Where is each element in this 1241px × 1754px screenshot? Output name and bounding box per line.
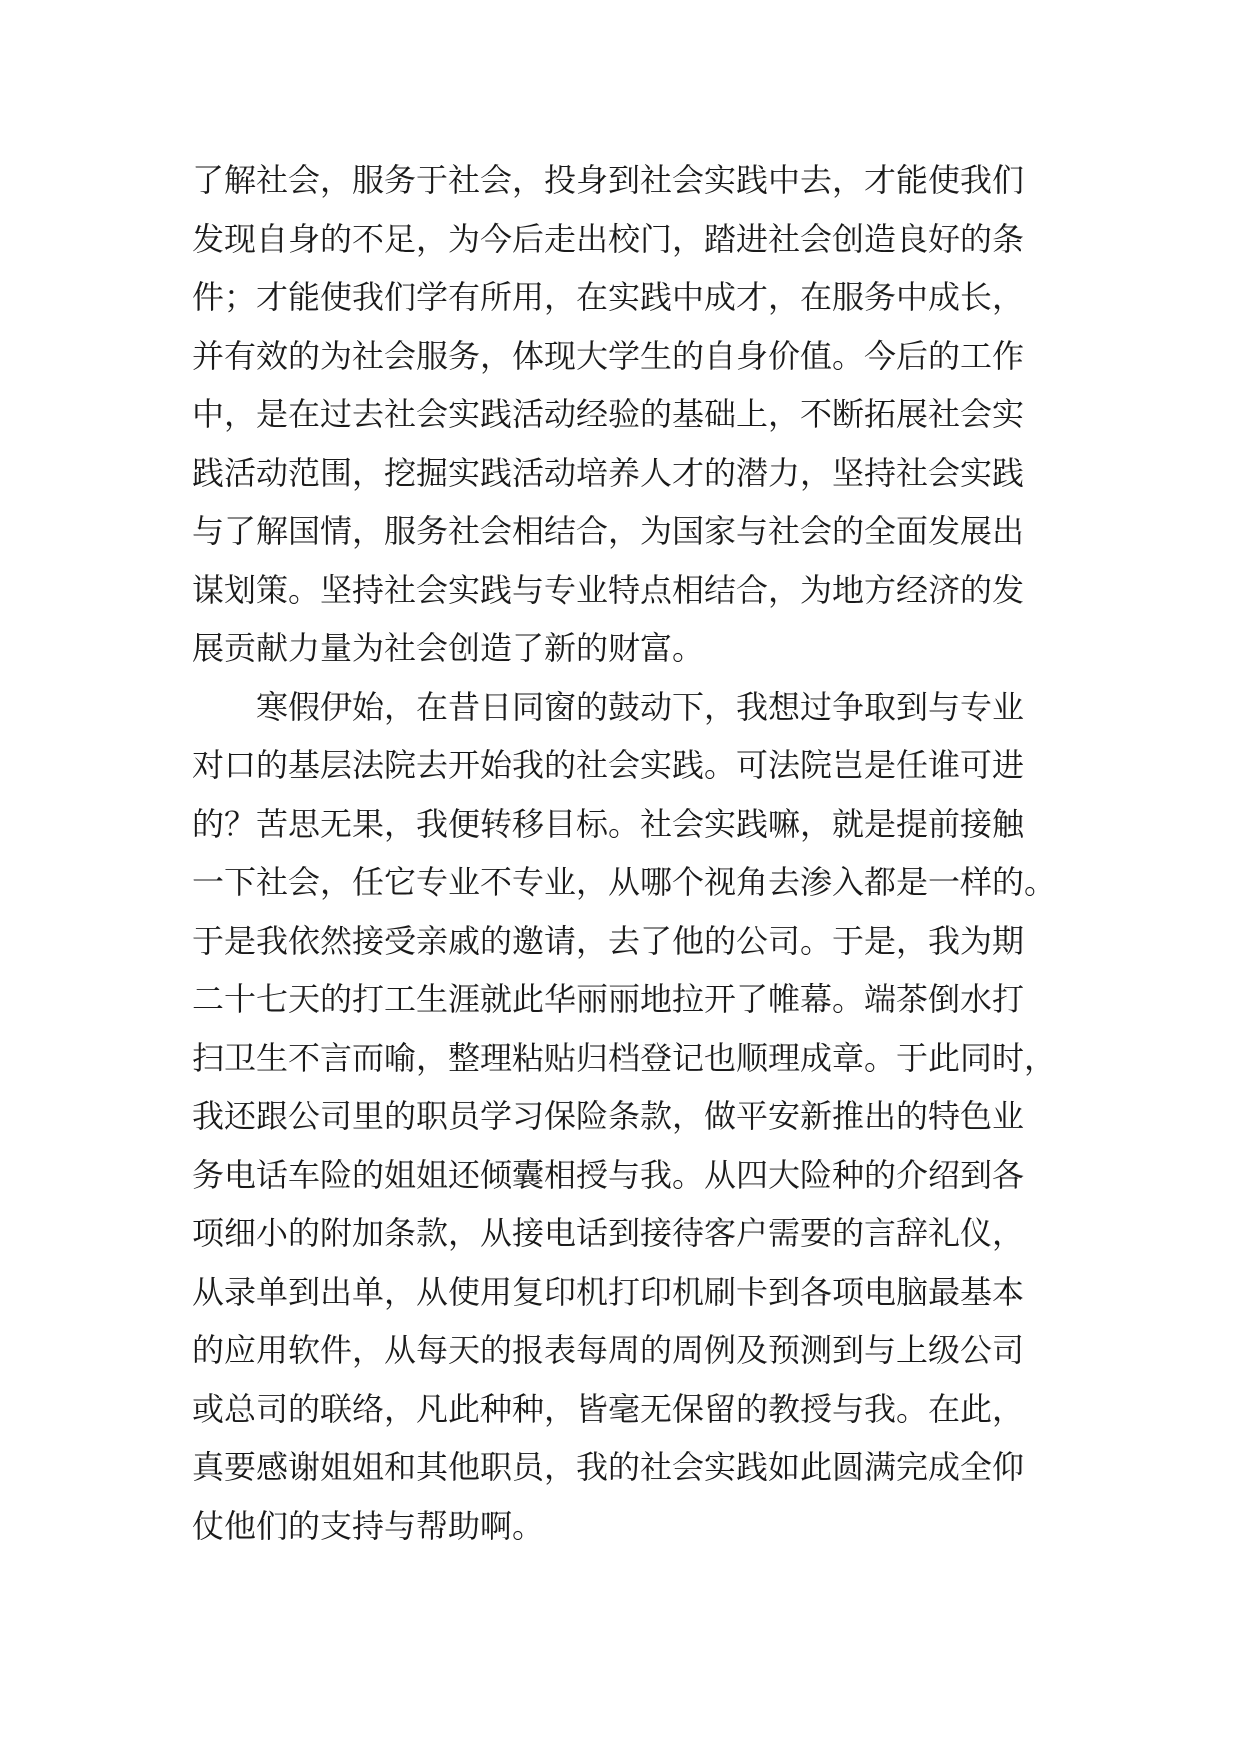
text-line: 发现自身的不足，为今后走出校门，踏进社会创造良好的条: [192, 219, 1025, 258]
text-line: 谋划策。坚持社会实践与专业特点相结合，为地方经济的发: [192, 570, 1025, 609]
text-line: 从录单到出单，从使用复印机打印机刷卡到各项电脑最基本: [192, 1272, 1025, 1311]
text-line: 件；才能使我们学有所用，在实践中成才，在服务中成长，: [192, 278, 1025, 316]
text-line: 中，是在过去社会实践活动经验的基础上，不断拓展社会实: [192, 395, 1025, 433]
text-line: 项细小的附加条款，从接电话到接待客户需要的言辞礼仪，: [192, 1214, 1025, 1252]
text-line: 了解社会，服务于社会，投身到社会实践中去，才能使我们: [192, 161, 1025, 199]
text-line: 真要感谢姐姐和其他职员，我的社会实践如此圆满完成全仰: [192, 1448, 1025, 1486]
paragraph-1: [192, 151, 1062, 678]
text-line: 二十七天的打工生涯就此华丽丽地拉开了帷幕。端茶倒水打: [192, 980, 1025, 1018]
text-line: 寒假伊始，在昔日同窗的鼓动下，我想过争取到与专业: [192, 687, 1025, 726]
text-line: 展贡献力量为社会创造了新的财富。: [192, 629, 705, 667]
text-line: 的应用软件，从每天的报表每周的周例及预测到与上级公司: [192, 1331, 1025, 1369]
body-text: [192, 151, 1062, 1555]
text-line: 于是我依然接受亲戚的邀请，去了他的公司。于是，我为期: [192, 921, 1025, 960]
text-line: 对口的基层法院去开始我的社会实践。可法院岂是任谁可进: [192, 746, 1025, 784]
text-line: 践活动范围，挖掘实践活动培养人才的潜力，坚持社会实践: [192, 453, 1025, 492]
text-line: 的？苦思无果，我便转移目标。社会实践嘛，就是提前接触: [192, 804, 1025, 843]
text-line: 我还跟公司里的职员学习保险条款，做平安新推出的特色业: [192, 1097, 1025, 1135]
text-line: 仗他们的支持与帮助啊。: [192, 1506, 545, 1545]
text-line: 并有效的为社会服务，体现大学生的自身价值。今后的工作: [192, 336, 1025, 375]
text-line: 与了解国情，服务社会相结合，为国家与社会的全面发展出: [192, 512, 1025, 550]
text-line: 扫卫生不言而喻，整理粘贴归档登记也顺理成章。于此同时，: [192, 1038, 1057, 1077]
paragraph-2: [192, 678, 1062, 1556]
text-line: 或总司的联络，凡此种种，皆毫无保留的教授与我。在此，: [192, 1389, 1025, 1428]
text-line: 务电话车险的姐姐还倾囊相授与我。从四大险种的介绍到各: [192, 1155, 1025, 1194]
text-line: 一下社会，任它专业不专业，从哪个视角去渗入都是一样的。: [192, 863, 1057, 901]
